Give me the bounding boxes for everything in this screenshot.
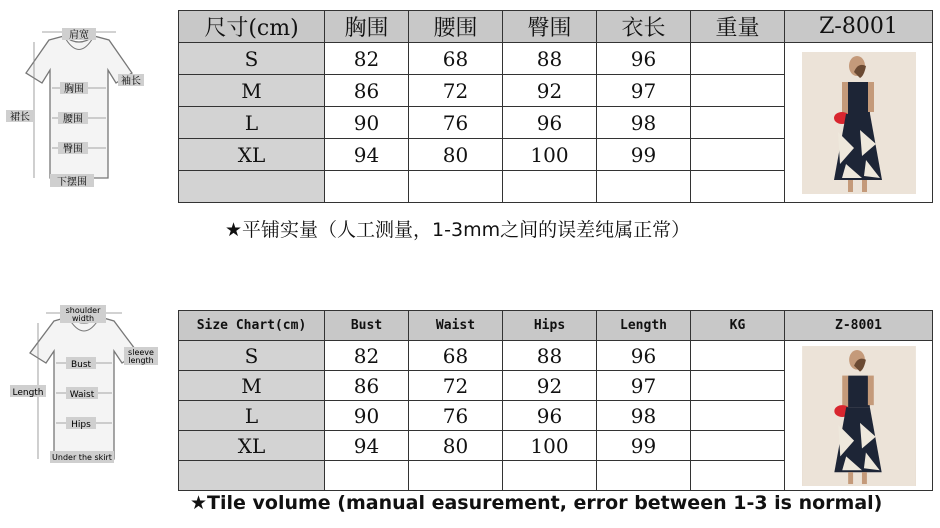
header-length: Length: [597, 311, 691, 341]
size-cell: M: [179, 75, 325, 107]
empty-cell: [597, 171, 691, 203]
hips-cell: 100: [503, 431, 597, 461]
waist-cell: 76: [409, 401, 503, 431]
diagram2-bust-label: Bust: [70, 360, 92, 370]
size-cell: S: [179, 43, 325, 75]
product-photo: [802, 346, 916, 486]
garment-diagram-2: [4, 305, 164, 470]
waist-cell: 80: [409, 431, 503, 461]
header-weight: KG: [691, 311, 785, 341]
header-length: 衣长: [597, 11, 691, 43]
weight-cell: [691, 431, 785, 461]
bust-cell: 94: [325, 139, 409, 171]
product-photo-cell: [785, 43, 933, 203]
size-table-chinese: [178, 10, 933, 203]
waist-cell: 68: [409, 43, 503, 75]
hips-cell: 100: [503, 139, 597, 171]
weight-cell: [691, 75, 785, 107]
length-cell: 98: [597, 401, 691, 431]
bust-cell: 82: [325, 43, 409, 75]
length-cell: 99: [597, 431, 691, 461]
header-bust: 胸围: [325, 11, 409, 43]
table-header-row: [179, 311, 933, 341]
product-photo-cell: [785, 341, 933, 491]
header-model: Z-8001: [785, 11, 933, 43]
diagram1-bust-label: 胸围: [64, 84, 84, 95]
bust-cell: 90: [325, 401, 409, 431]
header-size: 尺寸(cm): [179, 11, 325, 43]
diagram1-shoulder-label: 肩宽: [69, 30, 89, 41]
weight-cell: [691, 107, 785, 139]
empty-cell: [691, 171, 785, 203]
weight-cell: [691, 371, 785, 401]
length-cell: 97: [597, 75, 691, 107]
empty-cell: [325, 171, 409, 203]
bust-cell: 86: [325, 371, 409, 401]
empty-cell: [503, 461, 597, 491]
table-header-row: [179, 11, 933, 43]
size-cell: XL: [179, 139, 325, 171]
size-cell: L: [179, 107, 325, 139]
diagram2-shoulder-label: shoulder: [65, 306, 101, 315]
length-cell: 96: [597, 341, 691, 371]
table-row: [179, 43, 933, 75]
size-cell: S: [179, 341, 325, 371]
waist-cell: 68: [409, 341, 503, 371]
size-cell: L: [179, 401, 325, 431]
diagram2-shoulder-label-2: width: [71, 314, 95, 323]
hips-cell: 92: [503, 371, 597, 401]
empty-cell: [325, 461, 409, 491]
empty-cell: [179, 171, 325, 203]
empty-cell: [179, 461, 325, 491]
header-hips: Hips: [503, 311, 597, 341]
garment-diagram-1: [4, 28, 154, 193]
measurement-note-chinese: ★平铺实量（人工测量，1-3mm之间的误差纯属正常）: [225, 219, 691, 241]
length-cell: 98: [597, 107, 691, 139]
dress-photo-icon: [802, 346, 916, 486]
diagram2-sleeve-label: sleeve: [128, 348, 154, 357]
bust-cell: 90: [325, 107, 409, 139]
table-row: [179, 341, 933, 371]
dress-outline-icon: [4, 305, 164, 470]
length-cell: 96: [597, 43, 691, 75]
header-weight: 重量: [691, 11, 785, 43]
product-photo: [802, 52, 916, 194]
size-cell: M: [179, 371, 325, 401]
header-hips: 臀围: [503, 11, 597, 43]
diagram2-hem-label: Under the skirt: [52, 453, 112, 462]
hips-cell: 88: [503, 341, 597, 371]
empty-cell: [409, 171, 503, 203]
bust-cell: 86: [325, 75, 409, 107]
header-waist: Waist: [409, 311, 503, 341]
header-size: Size Chart(cm): [179, 311, 325, 341]
dress-outline-icon: [4, 28, 154, 193]
measurement-note-english: ★Tile volume (manual easurement, error between 1-3 is normal): [190, 492, 883, 514]
diagram1-waist-label: 腰围: [63, 114, 83, 125]
size-table-english: [178, 310, 933, 491]
weight-cell: [691, 341, 785, 371]
waist-cell: 72: [409, 371, 503, 401]
header-bust: Bust: [325, 311, 409, 341]
header-model: Z-8001: [785, 311, 933, 341]
diagram2-sleeve-label-2: length: [128, 356, 154, 365]
size-cell: XL: [179, 431, 325, 461]
bust-cell: 94: [325, 431, 409, 461]
diagram1-length-label: 裙长: [10, 112, 30, 123]
weight-cell: [691, 401, 785, 431]
dress-photo-icon: [802, 52, 916, 194]
diagram1-sleeve-label: 袖长: [121, 76, 141, 87]
weight-cell: [691, 139, 785, 171]
hips-cell: 88: [503, 43, 597, 75]
length-cell: 99: [597, 139, 691, 171]
hips-cell: 96: [503, 107, 597, 139]
empty-cell: [503, 171, 597, 203]
diagram2-waist-label: Waist: [69, 390, 95, 400]
weight-cell: [691, 43, 785, 75]
waist-cell: 80: [409, 139, 503, 171]
hips-cell: 92: [503, 75, 597, 107]
diagram1-hips-label: 臀围: [63, 144, 83, 155]
waist-cell: 72: [409, 75, 503, 107]
diagram2-length-label: Length: [12, 388, 44, 398]
empty-cell: [691, 461, 785, 491]
empty-cell: [409, 461, 503, 491]
length-cell: 97: [597, 371, 691, 401]
diagram2-hips-label: Hips: [71, 420, 91, 430]
bust-cell: 82: [325, 341, 409, 371]
diagram1-hem-label: 下摆围: [57, 177, 87, 188]
waist-cell: 76: [409, 107, 503, 139]
hips-cell: 96: [503, 401, 597, 431]
empty-cell: [597, 461, 691, 491]
header-waist: 腰围: [409, 11, 503, 43]
